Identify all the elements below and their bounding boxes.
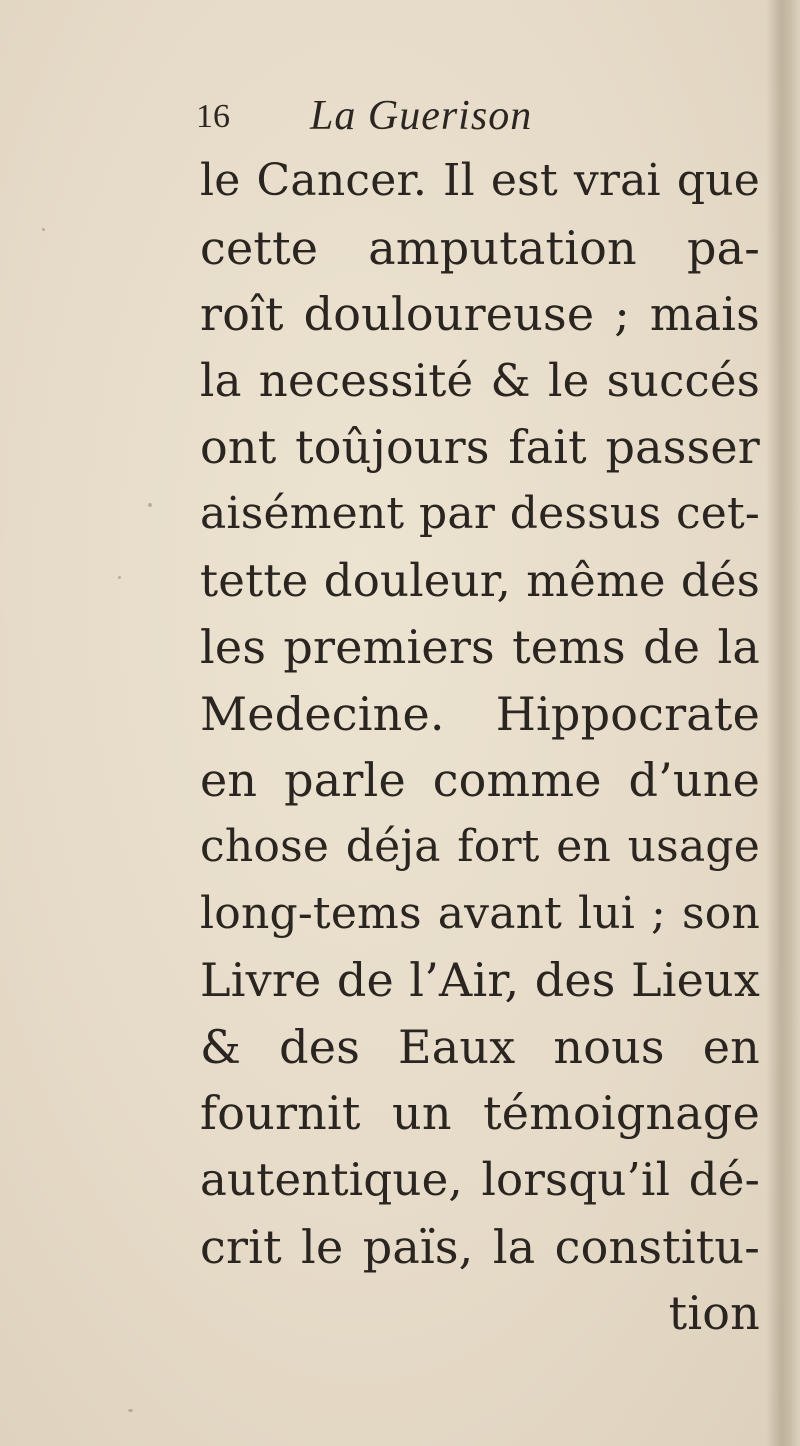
text-line: crit le païs, la constitu- bbox=[200, 1219, 760, 1274]
paper-speck bbox=[128, 1409, 133, 1412]
text-line: les premiers tems de la bbox=[200, 620, 760, 675]
text-line: chose déja fort en usage bbox=[200, 820, 760, 872]
page-number: 16 bbox=[196, 98, 230, 135]
text-line: ont toûjours fait passer bbox=[200, 420, 760, 475]
text-line: le Cancer. Il est vrai que bbox=[200, 155, 760, 206]
text-line: roît douloureuse ; mais bbox=[200, 287, 760, 342]
page-header bbox=[196, 92, 756, 148]
text-line: Medecine. Hippocrate bbox=[200, 686, 760, 741]
text-line: la necessité & le succés bbox=[200, 353, 760, 407]
body-text bbox=[200, 148, 760, 1347]
paper-speck bbox=[42, 228, 45, 231]
text-line: long-tems avant lui ; son bbox=[200, 887, 760, 939]
paper-speck bbox=[148, 503, 152, 507]
text-line: en parle comme d’une bbox=[200, 753, 760, 808]
text-line: Livre de l’Air, des Lieux bbox=[200, 953, 760, 1008]
text-line: & des Eaux nous en bbox=[200, 1019, 760, 1074]
page-edge-shadow bbox=[766, 0, 800, 1446]
paper-speck bbox=[118, 576, 121, 579]
text-line: tette douleur, même dés bbox=[200, 553, 760, 607]
text-line: autentique, lorsqu’il dé- bbox=[200, 1152, 760, 1206]
text-line: aisément par dessus cet- bbox=[200, 487, 760, 539]
catchword: tion bbox=[668, 1286, 760, 1341]
running-title: La Guerison bbox=[310, 93, 533, 139]
text-line: fournit un témoignage bbox=[200, 1086, 760, 1141]
text-line: cette amputation pa- bbox=[200, 220, 760, 275]
